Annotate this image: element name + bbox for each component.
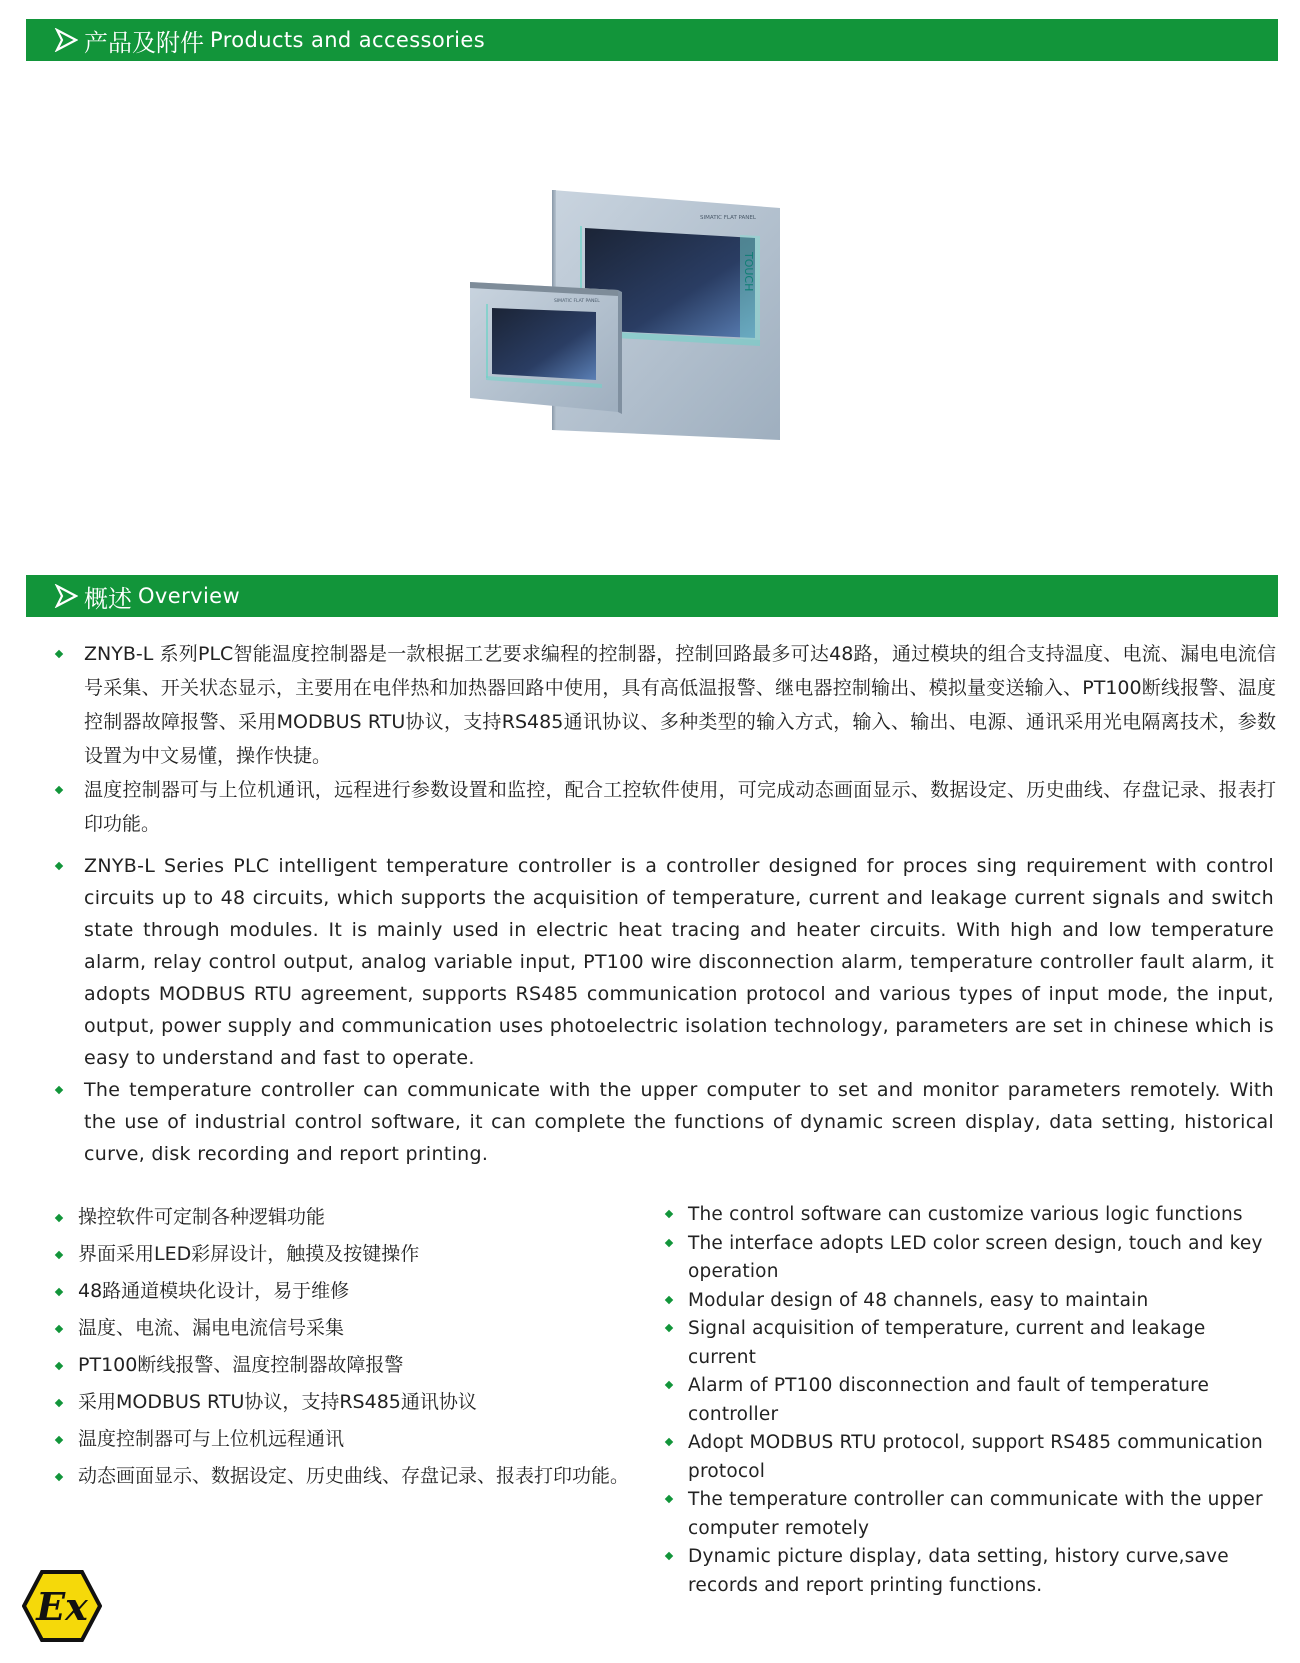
feature-cn-text: 操控软件可定制各种逻辑功能 bbox=[78, 1206, 326, 1228]
list-item bbox=[56, 773, 1280, 841]
diamond-bullet-icon bbox=[55, 1325, 63, 1333]
diamond-bullet-icon bbox=[665, 1381, 673, 1389]
small-panel-screen bbox=[492, 308, 596, 380]
product-image bbox=[470, 190, 830, 450]
list-item bbox=[56, 1202, 656, 1239]
feature-cn-text: 温度、电流、漏电电流信号采集 bbox=[78, 1317, 345, 1339]
feature-cn-text: 界面采用LED彩屏设计，触摸及按键操作 bbox=[78, 1243, 420, 1265]
diamond-bullet-icon bbox=[665, 1210, 673, 1218]
diamond-bullet-icon bbox=[665, 1495, 673, 1503]
feature-en-text: The temperature controller can communicate with the upper computer remotely bbox=[688, 1489, 1263, 1539]
feature-en-text: The control software can customize various logic functions bbox=[688, 1204, 1243, 1225]
diamond-bullet-icon bbox=[55, 1214, 63, 1222]
feature-en-text: Modular design of 48 channels, easy to maintain bbox=[688, 1289, 1149, 1311]
diamond-bullet-icon bbox=[55, 650, 63, 658]
list-item bbox=[666, 1315, 1282, 1372]
overview-cn-paragraph: 温度控制器可与上位机通讯，远程进行参数设置和监控，配合工控软件使用，可完成动态画面显示、数据设定、历史曲线、存盘记录、报表打印功能。 bbox=[84, 779, 1276, 835]
list-item bbox=[56, 1461, 656, 1498]
overview-cn-paragraph: ZNYB-L 系列PLC智能温度控制器是一款根据工艺要求编程的控制器，控制回路最多可达48路，通过模块的组合支持温度、电流、漏电电流信号采集、开关状态显示，主要用在电伴热和加热器回路中使用，具有高低温报警、继电器控制输出、模拟量变送输入、PT100断线报警、温度控制器故障报警、采用MODBUS RTU协议，支持RS485通讯协议、多种类型的输入方式，输入、输出、电源、通讯采用光电隔离技术，参数设置为中文易懂，操作快捷。 bbox=[84, 643, 1276, 767]
small-panel bbox=[470, 282, 622, 414]
diamond-bullet-icon bbox=[55, 1473, 63, 1481]
section-title-cn: 概述 bbox=[84, 584, 132, 613]
feature-cn-text: 温度控制器可与上位机远程通讯 bbox=[78, 1428, 345, 1450]
overview-en-list bbox=[56, 850, 1280, 1170]
list-item bbox=[56, 1350, 656, 1387]
diamond-bullet-icon bbox=[55, 1086, 63, 1094]
feature-en-text: Signal acquisition of temperature, current and leakage current bbox=[688, 1318, 1206, 1368]
diamond-bullet-icon bbox=[665, 1238, 673, 1246]
list-item bbox=[56, 1239, 656, 1276]
diamond-bullet-icon bbox=[55, 1399, 63, 1407]
features-cn-list bbox=[56, 1202, 656, 1498]
list-item bbox=[56, 1313, 656, 1350]
diamond-bullet-icon bbox=[55, 1362, 63, 1370]
section-title-en: Products and accessories bbox=[210, 28, 486, 52]
list-item bbox=[666, 1372, 1282, 1429]
overview-en-paragraph: The temperature controller can communicate with the upper computer to set and monitor parameters remotely. With the use of industrial control software, it can complete the functions of dynamic screen display, data setting, historical curve, disk recording and report printing. bbox=[84, 1079, 1274, 1165]
list-item bbox=[666, 1287, 1282, 1316]
ex-hexagon-icon bbox=[22, 1570, 102, 1642]
diamond-bullet-icon bbox=[55, 1436, 63, 1444]
section-title-cn: 产品及附件 bbox=[84, 28, 204, 57]
large-panel-label: SIMATIC FLAT PANEL bbox=[700, 215, 756, 221]
overview-en-paragraph: ZNYB-L Series PLC intelligent temperature controller is a controller designed for proces sing requirement with control circuits up to 48 circuits, which supports the acquisition of temperature, current and leakage current signals and switch state through modules. It is mainly used in electric heat tracing and heater circuits. With high and low temperature alarm, relay control output, analog variable input, PT100 wire disconnection alarm, temperature controller fault alarm, it adopts MODBUS RTU agreement, supports RS485 communication protocol and various types of input mode, the input, output, power supply and communication uses photoelectric isolation technology, parameters are set in chinese which is easy to understand and fast to operate. bbox=[84, 855, 1274, 1069]
feature-en-text: Alarm of PT100 disconnection and fault of temperature controller bbox=[688, 1375, 1210, 1425]
feature-en-text: The interface adopts LED color screen design, touch and key operation bbox=[688, 1232, 1263, 1282]
ex-logo-text: Ex bbox=[36, 1584, 88, 1629]
list-item bbox=[666, 1429, 1282, 1486]
section-title-en: Overview bbox=[138, 584, 241, 608]
list-item bbox=[56, 1276, 656, 1313]
diamond-bullet-icon bbox=[55, 1251, 63, 1259]
feature-cn-text: 48路通道模块化设计，易于维修 bbox=[78, 1280, 350, 1302]
small-panel-label: SIMATIC FLAT PANEL bbox=[554, 299, 600, 304]
feature-cn-text: 动态画面显示、数据设定、历史曲线、存盘记录、报表打印功能。 bbox=[78, 1465, 630, 1487]
feature-en-text: Dynamic picture display, data setting, history curve,save records and report printing functions. bbox=[688, 1546, 1229, 1596]
diamond-bullet-icon bbox=[665, 1324, 673, 1332]
features-en-list bbox=[666, 1201, 1282, 1600]
section-header-overview bbox=[26, 575, 1278, 617]
arrow-right-icon bbox=[54, 28, 78, 52]
list-item bbox=[56, 637, 1280, 773]
list-item bbox=[56, 850, 1280, 1074]
list-item bbox=[56, 1424, 656, 1461]
list-item bbox=[666, 1486, 1282, 1543]
diamond-bullet-icon bbox=[55, 1288, 63, 1296]
list-item bbox=[666, 1543, 1282, 1600]
arrow-right-icon bbox=[54, 584, 78, 608]
list-item bbox=[56, 1074, 1280, 1170]
list-item bbox=[666, 1230, 1282, 1287]
feature-en-text: Adopt MODBUS RTU protocol, support RS485 communication protocol bbox=[688, 1432, 1263, 1482]
feature-cn-text: 采用MODBUS RTU协议，支持RS485通讯协议 bbox=[78, 1391, 477, 1413]
large-panel-side-text: TOUCH bbox=[742, 252, 755, 292]
diamond-bullet-icon bbox=[665, 1552, 673, 1560]
diamond-bullet-icon bbox=[665, 1295, 673, 1303]
list-item bbox=[56, 1387, 656, 1424]
section-header-products bbox=[26, 19, 1278, 61]
diamond-bullet-icon bbox=[55, 862, 63, 870]
diamond-bullet-icon bbox=[665, 1438, 673, 1446]
list-item bbox=[666, 1201, 1282, 1230]
diamond-bullet-icon bbox=[55, 786, 63, 794]
overview-cn-list bbox=[56, 637, 1280, 841]
feature-cn-text: PT100断线报警、温度控制器故障报警 bbox=[78, 1354, 404, 1376]
